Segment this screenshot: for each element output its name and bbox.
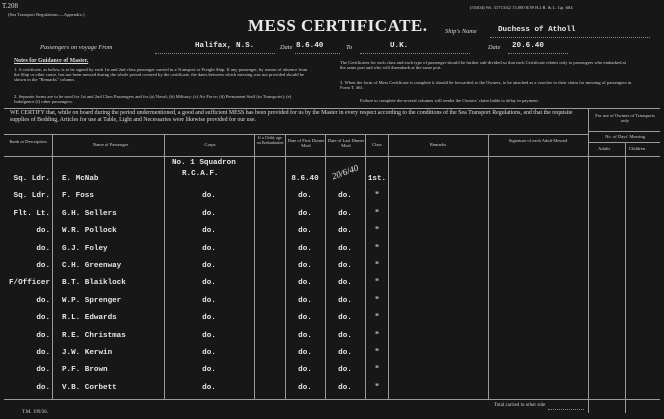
row-cls: " bbox=[374, 314, 380, 323]
row-name: R.E. Christmas bbox=[62, 331, 126, 340]
ship-name-label: Ship's Name bbox=[445, 28, 477, 35]
note-right-2: 3. When the form of Mess Certificate is complete it should be forwarded to the Owners, to be attached as a voucher to their claim for messing of passengers in Form T. 461. bbox=[340, 80, 632, 91]
row-first: do. bbox=[298, 192, 312, 201]
row-corps: do. bbox=[202, 192, 216, 201]
date-from: 8.6.40 bbox=[296, 42, 324, 50]
note-2: 2. Separate forms are to be used for 1st and 2nd Class Passengers and for (a) Naval; (b) Military; (c) Air Force; (d) Permanent Staff (in Transports); (e) Indulgence (f) other passengers. bbox=[14, 94, 292, 105]
row-cls: " bbox=[374, 279, 380, 288]
row-corps: do. bbox=[202, 262, 216, 270]
row-corps: do. bbox=[202, 209, 216, 218]
col-class-header: Class bbox=[372, 142, 382, 147]
row-name: W.P. Sprenger bbox=[62, 296, 122, 305]
row-last: do. bbox=[338, 262, 352, 270]
row-name: E. McNab bbox=[62, 175, 99, 183]
notes-heading: Notes for Guidance of Master. bbox=[14, 58, 89, 64]
row-corps: do. bbox=[202, 296, 216, 305]
row-cls: " bbox=[374, 349, 380, 357]
date-label-1: Date bbox=[280, 44, 293, 51]
row-first: do. bbox=[298, 227, 312, 236]
row-corps: do. bbox=[202, 349, 216, 357]
certify-statement: WE CERTIFY that, while on board during the period undermentioned, a good and sufficient MESS has been provided for us by the Master in every respect according to the conditions of the Sea Transport Regulations, and that the requisite supplies of Bedding, Articles for use at Table, Light and Necessaries were likewise provided for our use. bbox=[10, 110, 573, 123]
col-last-meal-header: Date of Last Dinner Meal bbox=[327, 138, 365, 149]
row-rank: do. bbox=[36, 349, 50, 357]
row-rank: do. bbox=[36, 366, 50, 375]
row-first: do. bbox=[298, 296, 312, 305]
row-first: do. bbox=[298, 331, 312, 340]
row-cls: " bbox=[374, 383, 380, 392]
row-cls: 1st. bbox=[367, 175, 387, 183]
row-last: do. bbox=[338, 279, 352, 288]
voyage-to: U.K. bbox=[390, 42, 409, 50]
date-label-2: Date bbox=[488, 44, 501, 51]
row-rank: Flt. Lt. bbox=[13, 209, 50, 218]
row-first: do. bbox=[298, 383, 312, 392]
row-rank: do. bbox=[36, 314, 50, 323]
row-last: do. bbox=[338, 314, 352, 323]
note-right-3: Failure to complete the several columns will render the Owners' claim liable to delay in payment. bbox=[360, 98, 539, 103]
row-last: 20/6/40 bbox=[330, 162, 360, 182]
col-name-header: Name of Passenger bbox=[92, 142, 129, 147]
owners-adults-label: Adults bbox=[598, 146, 611, 151]
row-last: do. bbox=[338, 227, 352, 236]
row-last: do. bbox=[338, 366, 352, 375]
row-corps: do. bbox=[202, 366, 216, 375]
row-name: J.W. Kerwin bbox=[62, 349, 113, 357]
row-first: do. bbox=[298, 262, 312, 270]
row-cls: " bbox=[374, 366, 380, 375]
row-rank: do. bbox=[36, 244, 50, 253]
voyage-from: Halifax, N.S. bbox=[195, 42, 255, 50]
row-first: do. bbox=[298, 366, 312, 375]
col-corps-header: Corps bbox=[204, 142, 216, 147]
row-last: do. bbox=[338, 192, 352, 201]
total-carried-label: Total carried to other side bbox=[494, 403, 546, 408]
col-child-age-header: If a Child, age on Embarkation bbox=[256, 135, 284, 145]
row-cls: " bbox=[374, 209, 380, 218]
note-1: 1. A certificate, as below, is to be signed by each 1st and 2nd class passenger carried in a Transport or Freight Ship. If any passenger, by reason of absence from the Ship or other cause, has not been messed during the whole period covered by the certificate, the dates between which messing was not provided should be shown in the "Remarks" column. bbox=[14, 67, 308, 83]
row-first: do. bbox=[298, 314, 312, 323]
owners-children-label: Children bbox=[629, 146, 646, 151]
owners-days-label: No. of Days' Messing bbox=[605, 134, 645, 139]
row-rank: do. bbox=[36, 383, 50, 392]
row-last: do. bbox=[338, 244, 352, 253]
row-corps: do. bbox=[202, 279, 216, 288]
footer-code: T.M. 199/36. bbox=[22, 410, 49, 415]
ship-name-value: Duchess of Atholl bbox=[498, 26, 576, 34]
row-corps: do. bbox=[202, 314, 216, 323]
row-name: F. Foss bbox=[62, 192, 94, 201]
passengers-label: Passengers on voyage From bbox=[40, 44, 113, 51]
row-rank: do. bbox=[36, 227, 50, 236]
row-first: do. bbox=[298, 209, 312, 218]
row-last: do. bbox=[338, 349, 352, 357]
row-cls: " bbox=[374, 192, 380, 201]
row-name: R.L. Edwards bbox=[62, 314, 117, 323]
row-rank: do. bbox=[36, 296, 50, 305]
page-title: MESS CERTIFICATE. bbox=[248, 16, 428, 35]
col-remarks-header: Remarks bbox=[429, 142, 447, 147]
row-name: V.B. Corbett bbox=[62, 383, 117, 392]
row-name: B.T. Blaiklock bbox=[62, 279, 126, 288]
row-first: 8.6.40 bbox=[291, 175, 319, 183]
corps-unit-line-1: No. 1 Squadron bbox=[172, 159, 236, 167]
row-first: do. bbox=[298, 279, 312, 288]
row-cls: " bbox=[374, 244, 380, 253]
row-cls: " bbox=[374, 227, 380, 236]
row-rank: do. bbox=[36, 331, 50, 340]
row-first: do. bbox=[298, 244, 312, 253]
row-name: P.F. Brown bbox=[62, 366, 108, 375]
row-rank: Sq. Ldr. bbox=[13, 175, 50, 183]
col-first-meal-header: Date of First Dinner Meal bbox=[287, 138, 325, 149]
row-corps: do. bbox=[202, 331, 216, 340]
row-name: G.H. Sellers bbox=[62, 209, 117, 218]
row-corps: do. bbox=[202, 383, 216, 392]
to-label: To bbox=[346, 44, 353, 51]
row-first: do. bbox=[298, 349, 312, 357]
row-cls: " bbox=[374, 331, 380, 340]
row-last: do. bbox=[338, 383, 352, 392]
row-corps: do. bbox=[202, 227, 216, 236]
regulations-ref: (Sea Transport Regulations.—Appendix.) bbox=[8, 12, 85, 17]
owners-box-title: For use of Owners of Transports only bbox=[595, 113, 655, 124]
row-name: G.J. Foley bbox=[62, 244, 108, 253]
date-to: 20.6.40 bbox=[512, 42, 544, 50]
row-cls: " bbox=[374, 296, 380, 305]
col-rank-header: Rank or Description bbox=[9, 139, 47, 144]
row-last: do. bbox=[338, 331, 352, 340]
row-corps: do. bbox=[202, 244, 216, 253]
row-last: do. bbox=[338, 296, 352, 305]
row-last: do. bbox=[338, 209, 352, 218]
corps-unit-line-2: R.C.A.F. bbox=[182, 170, 219, 178]
note-right-1: The Certificates for each class and each type of passenger should be further sub-divided so that each Certificate relates only to passengers who embarked at the same port and who will disembark at the same port. bbox=[340, 60, 626, 71]
row-rank: Sq. Ldr. bbox=[13, 192, 50, 201]
publisher-note: (55404) Wt. 31713/42 15,000 8/39 H.J.R. & L. Gp. 604 bbox=[470, 5, 573, 10]
row-name: W.R. Pollock bbox=[62, 227, 117, 236]
form-number: T.208 bbox=[2, 2, 19, 10]
row-name: C.H. Greenway bbox=[62, 262, 122, 270]
col-signature-header: Signature of each Adult Messed bbox=[508, 138, 568, 143]
row-cls: " bbox=[374, 262, 380, 270]
row-rank: F/Officer bbox=[8, 279, 50, 288]
row-rank: do. bbox=[36, 262, 50, 270]
